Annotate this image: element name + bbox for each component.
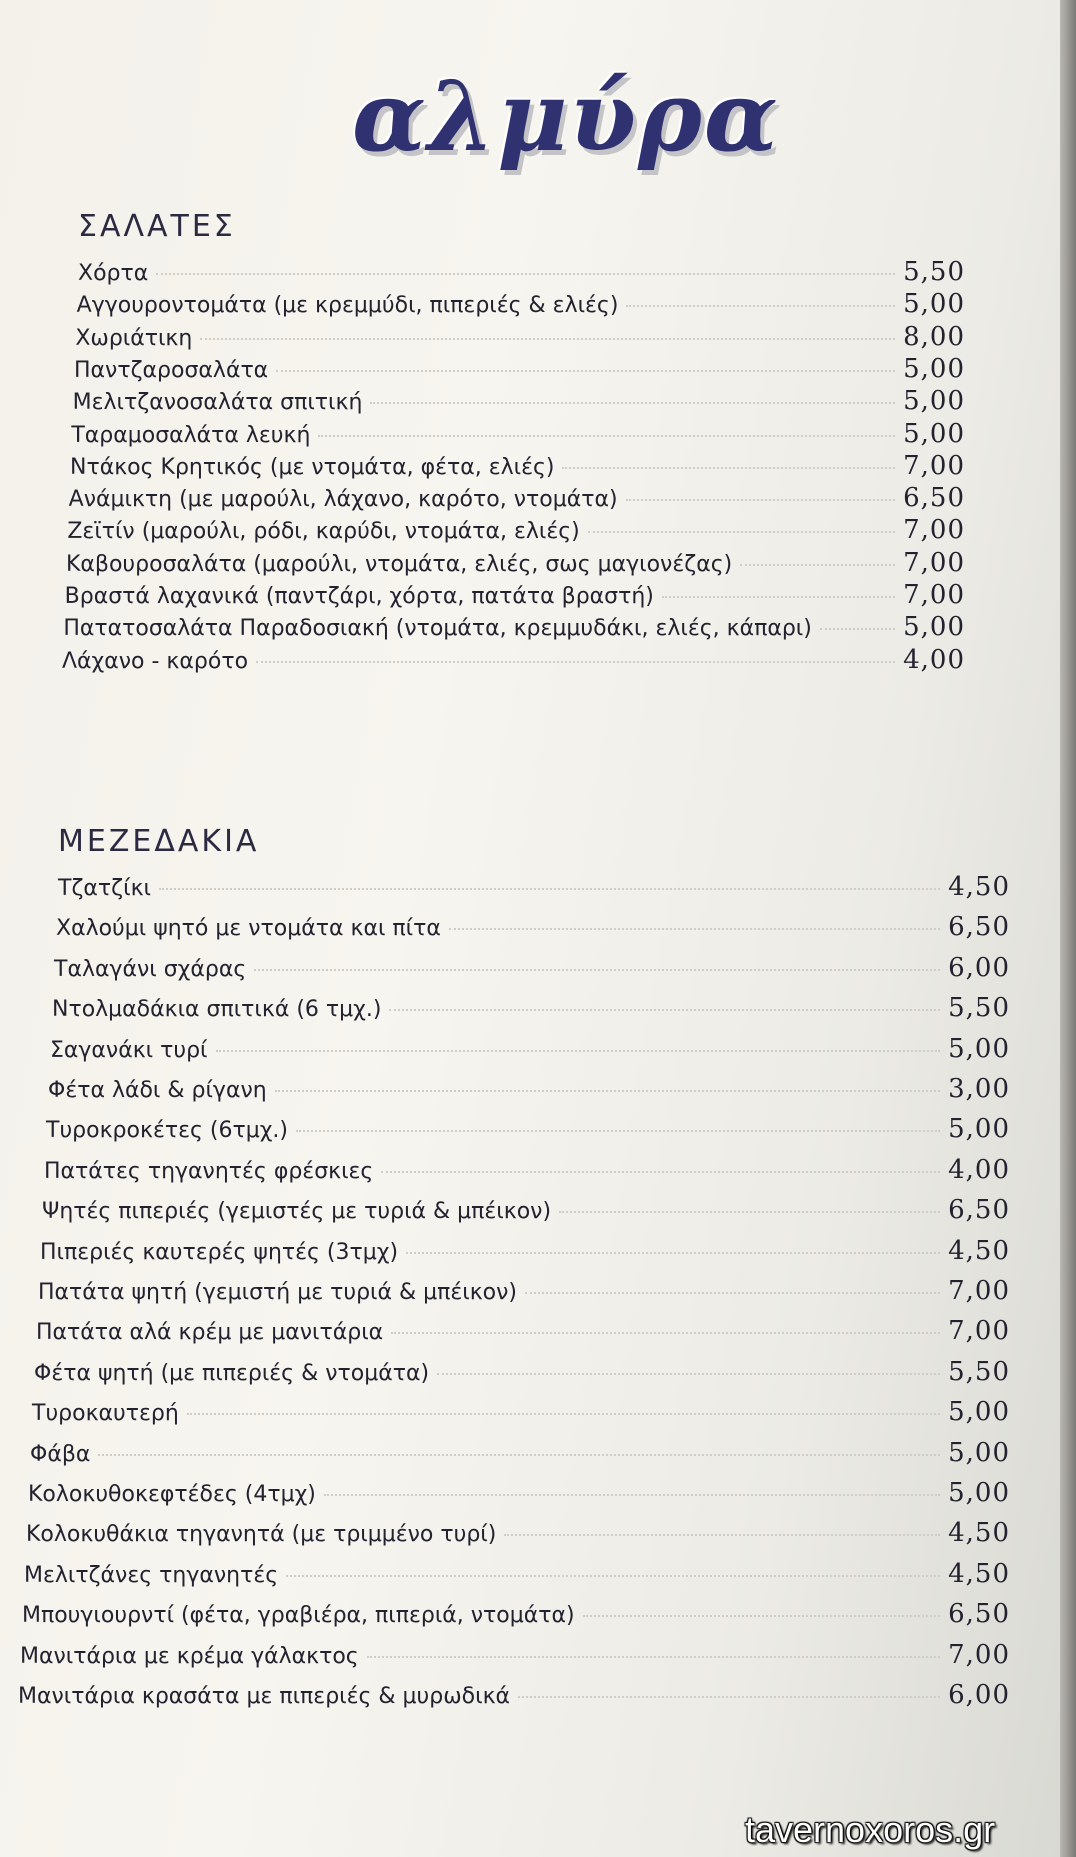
menu-item-price: 4,50 [948, 1558, 1010, 1589]
menu-item-price: 6,50 [903, 483, 965, 514]
dotted-leader [370, 402, 895, 404]
menu-item [28, 1476, 1010, 1512]
menu-item-price: 5,00 [903, 289, 965, 320]
menu-item-name: Πιπεριές καυτερές ψητές (3τμχ) [40, 1239, 399, 1265]
menu-item-name: Φάβα [30, 1441, 91, 1467]
menu-item [48, 1072, 1010, 1108]
menu-item [69, 481, 965, 517]
page-edge [1060, 0, 1076, 1857]
dotted-leader [216, 1050, 941, 1052]
menu-item [63, 610, 965, 646]
menu-item-name: Κολοκυθάκια τηγανητά (με τριμμένο τυρί) [26, 1522, 497, 1548]
dotted-leader [740, 564, 895, 566]
dotted-leader [275, 1090, 940, 1092]
menu-item [52, 991, 1010, 1027]
menu-item-name: Λάχανο - καρότο [62, 648, 249, 674]
menu-item-price: 5,00 [903, 386, 965, 417]
dotted-leader [98, 1454, 940, 1456]
dotted-leader [159, 888, 940, 890]
section-title-meze: ΜΕΖΕΔΑΚΙΑ [58, 824, 260, 859]
menu-item-price: 4,50 [948, 872, 1010, 902]
dotted-leader [389, 1009, 940, 1011]
dotted-leader [391, 1332, 940, 1334]
dotted-leader [406, 1252, 940, 1254]
menu-item-name: Χαλούμι ψητό με ντομάτα και πίτα [56, 916, 441, 942]
menu-item-price: 5,00 [903, 353, 965, 384]
menu-item-price: 4,50 [948, 1235, 1010, 1266]
menu-item-name: Ντολμαδάκια σπιτικά (6 τμχ.) [52, 997, 382, 1023]
menu-item [62, 643, 965, 679]
menu-item-name: Σαγανάκι τυρί [50, 1037, 208, 1063]
dotted-leader [626, 499, 896, 501]
menu-item [44, 1153, 1010, 1189]
dotted-leader [626, 305, 895, 307]
menu-item-name: Μπουγιουρντί (φέτα, γραβιέρα, πιπεριά, ντομάτα) [22, 1603, 575, 1629]
dotted-leader [437, 1373, 940, 1375]
site-watermark: tavernoxoros.gr [745, 1809, 996, 1850]
dotted-leader [367, 1656, 940, 1658]
dotted-leader [525, 1292, 940, 1294]
menu-item-name: Ζεϊτίν (μαρούλι, ρόδι, καρύδι, ντομάτα, ελιές) [67, 519, 580, 545]
dotted-leader [156, 273, 895, 275]
dotted-leader [381, 1171, 940, 1173]
dotted-leader [449, 928, 940, 930]
menu-item-price: 5,00 [948, 1478, 1010, 1508]
menu-item-name: Καβουροσαλάτα (μαρούλι, ντομάτα, ελιές, σως μαγιονέζας) [66, 551, 733, 577]
dotted-leader [820, 628, 895, 630]
menu-item-price: 3,00 [948, 1074, 1010, 1104]
menu-item-name: Μελιτζανοσαλάτα σπιτική [72, 390, 363, 416]
menu-item-name: Μανιτάρια κρασάτα με πιπεριές & μυρωδικά [18, 1684, 511, 1709]
menu-item [46, 1112, 1010, 1148]
menu-item-name: Μανιτάρια με κρέμα γάλακτος [20, 1643, 359, 1669]
menu-item [36, 1314, 1010, 1350]
menu-item [77, 287, 965, 323]
menu-item-price: 5,00 [903, 418, 965, 449]
menu-item-name: Ντάκος Κρητικός (με ντομάτα, φέτα, ελιές) [70, 454, 555, 480]
menu-item [65, 578, 965, 614]
menu-item-name: Πατάτα ψητή (γεμιστή με τυριά & μπέικον) [38, 1280, 518, 1305]
menu-item [26, 1516, 1010, 1552]
menu-item-name: Φέτα ψητή (με πιπεριές & ντομάτα) [34, 1360, 430, 1386]
menu-item [73, 384, 965, 420]
menu-item [32, 1395, 1010, 1431]
menu-item [75, 320, 965, 356]
dotted-leader [559, 1211, 940, 1213]
menu-item-name: Ανάμικτη (με μαρούλι, λάχανο, καρότο, ντομάτα) [68, 487, 618, 513]
menu-item-name: Πατατοσαλάτα Παραδοσιακή (ντομάτα, κρεμμυδάκι, ελιές, κάπαρι) [63, 616, 812, 642]
dotted-leader [296, 1130, 940, 1132]
dotted-leader [256, 661, 895, 663]
menu-item [42, 1193, 1010, 1229]
menu-item-price: 7,00 [948, 1276, 1010, 1306]
menu-item-price: 5,00 [948, 1437, 1010, 1468]
menu-item-price: 4,50 [948, 1518, 1010, 1549]
menu-item-price: 5,00 [948, 1397, 1010, 1428]
menu-item [38, 1274, 1010, 1310]
dotted-leader [187, 1413, 940, 1415]
dotted-leader [200, 338, 895, 340]
menu-item-name: Τυροκροκέτες (6τμχ.) [46, 1118, 288, 1144]
menu-item-price: 7,00 [903, 547, 965, 578]
menu-item-name: Τυροκαυτερή [32, 1401, 179, 1427]
menu-item-price: 5,00 [948, 1033, 1010, 1064]
menu-item-name: Αγγουροντομάτα (με κρεμμύδι, πιπεριές & ελιές) [76, 293, 619, 319]
menu-item-price: 6,50 [948, 912, 1010, 943]
menu-item-price: 7,00 [903, 580, 965, 610]
menu-item-name: Πατάτα αλά κρέμ με μανιτάρια [36, 1320, 384, 1346]
menu-item-name: Βραστά λαχανικά (παντζάρι, χόρτα, πατάτα βραστή) [64, 584, 654, 609]
menu-item [54, 951, 1010, 987]
menu-item-price: 6,50 [948, 1599, 1010, 1630]
menu-item-name: Μελιτζάνες τηγανητές [24, 1562, 279, 1588]
menu-item-name: Τζατζίκι [58, 876, 151, 901]
dotted-leader [254, 969, 940, 971]
dotted-leader [662, 596, 895, 598]
menu-item-price: 5,50 [903, 257, 965, 287]
menu-item-price: 7,00 [948, 1316, 1010, 1347]
menu-item-price: 5,50 [948, 1356, 1010, 1387]
menu-item-price: 6,50 [948, 1195, 1010, 1226]
menu-item-price: 5,50 [948, 993, 1010, 1024]
menu-item [40, 1234, 1010, 1270]
menu-item-name: Ταραμοσαλάτα λευκή [71, 422, 311, 448]
menu-item-name: Ψητές πιπεριές (γεμιστές με τυριά & μπέικον) [42, 1199, 552, 1225]
menu-item [50, 1032, 1010, 1068]
menu-item-price: 4,00 [948, 1154, 1010, 1185]
menu-item-name: Χόρτα [78, 261, 149, 286]
menu-item-price: 6,00 [948, 952, 1010, 983]
menu-item [74, 352, 965, 388]
menu-item-price: 4,00 [903, 644, 965, 675]
menu-item [58, 870, 1010, 906]
menu-item-name: Παντζαροσαλάτα [74, 357, 269, 383]
menu-item [22, 1597, 1010, 1633]
menu-item [78, 255, 965, 291]
dotted-leader [562, 467, 895, 469]
dotted-leader [276, 370, 895, 372]
restaurant-logo: αλμύρα [352, 60, 780, 173]
menu-item-price: 5,00 [903, 612, 965, 643]
menu-item-price: 8,00 [903, 321, 965, 352]
menu-item-name: Πατάτες τηγανητές φρέσκιες [44, 1158, 374, 1184]
menu-item-price: 7,00 [948, 1639, 1010, 1670]
menu-item [71, 417, 965, 453]
menu-item [24, 1557, 1010, 1593]
dotted-leader [583, 1615, 941, 1617]
dotted-leader [318, 435, 895, 437]
dotted-leader [518, 1696, 940, 1698]
menu-item-name: Ταλαγάνι σχάρας [54, 956, 247, 982]
dotted-leader [504, 1534, 940, 1536]
menu-item-price: 6,00 [948, 1680, 1010, 1710]
menu-item-price: 7,00 [903, 450, 965, 481]
menu-item-price: 5,00 [948, 1114, 1010, 1145]
dotted-leader [588, 531, 895, 533]
dotted-leader [324, 1494, 940, 1496]
menu-item [34, 1355, 1010, 1391]
menu-item [18, 1678, 1010, 1714]
menu-item-price: 7,00 [903, 515, 965, 546]
menu-item-name: Κολοκυθοκεφτέδες (4τμχ) [28, 1482, 316, 1507]
menu-item [30, 1436, 1010, 1472]
menu-item-name: Φέτα λάδι & ρίγανη [48, 1078, 267, 1103]
menu-item [70, 449, 965, 485]
menu-item [56, 910, 1010, 946]
menu-item [66, 546, 965, 582]
menu-item [67, 513, 965, 549]
dotted-leader [286, 1575, 940, 1577]
section-title-salads: ΣΑΛΑΤΕΣ [78, 209, 236, 244]
menu-item-name: Χωριάτικη [75, 325, 193, 351]
menu-item [20, 1638, 1010, 1674]
